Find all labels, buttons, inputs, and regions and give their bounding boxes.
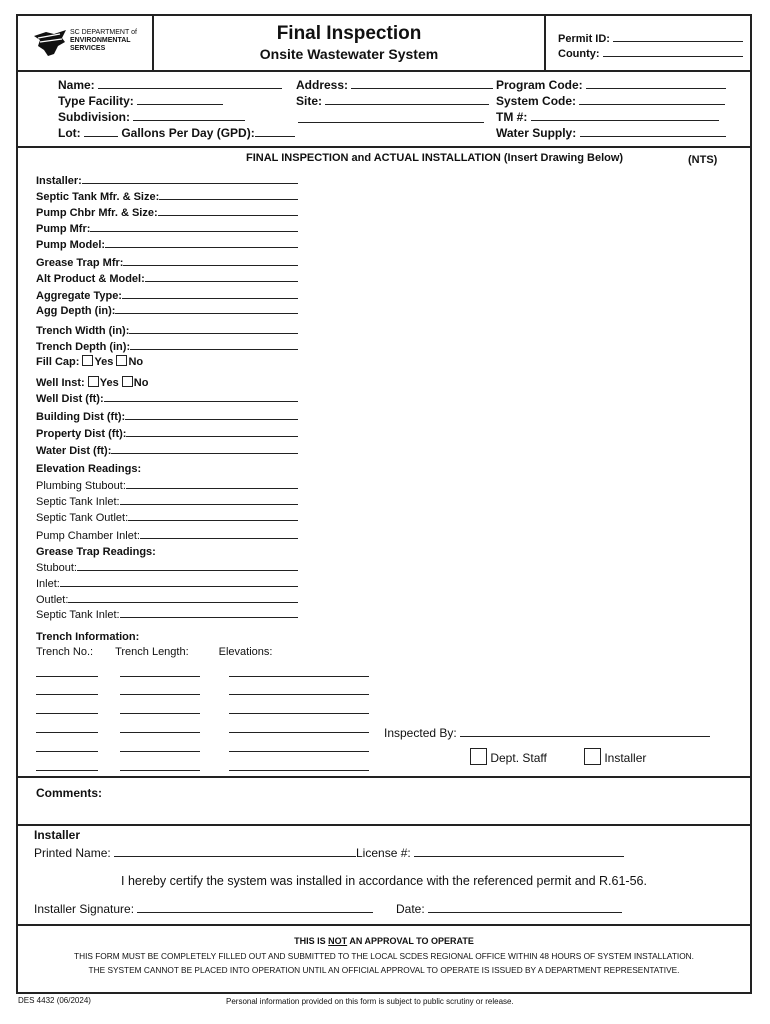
trench-row-2-col-2[interactable] — [229, 713, 369, 714]
trench-columns: Trench No.: Trench Length: Elevations: — [36, 646, 273, 658]
field-10[interactable]: Trench Depth (in): — [36, 340, 298, 353]
elevation-heading: Elevation Readings: — [36, 463, 142, 475]
dist-field-0[interactable]: Well Dist (ft): — [36, 392, 298, 405]
type-facility-field[interactable]: Type Facility: — [58, 94, 223, 108]
trench-row-2-col-0[interactable] — [36, 713, 98, 714]
agency-logo — [32, 26, 142, 62]
trench-row-5-col-1[interactable] — [120, 770, 200, 771]
trench-row-4-col-1[interactable] — [120, 751, 200, 752]
certify-text: I hereby certify the system was installed in accordance with the referenced permit and R.61-56. — [121, 874, 647, 888]
form-number: DES 4432 (06/2024) — [18, 996, 91, 1005]
well-inst-field[interactable]: Well Inst: Yes No — [36, 377, 149, 389]
field-5[interactable]: Grease Trap Mfr: — [36, 256, 298, 269]
field-2[interactable]: Pump Chbr Mfr. & Size: — [36, 206, 298, 219]
elevation-field-3[interactable]: Pump Chamber Inlet: — [36, 529, 298, 542]
field-4[interactable]: Pump Model: — [36, 238, 298, 251]
field-1[interactable]: Septic Tank Mfr. & Size: — [36, 190, 298, 203]
elevation-field-1[interactable]: Septic Tank Inlet: — [36, 495, 298, 508]
trench-row-4-col-0[interactable] — [36, 751, 98, 752]
fill-cap-yes-box[interactable] — [82, 355, 93, 366]
grease-heading: Grease Trap Readings: — [36, 546, 156, 558]
field-8[interactable]: Agg Depth (in): — [36, 304, 298, 317]
dist-field-1[interactable]: Building Dist (ft): — [36, 410, 298, 423]
water-supply-field[interactable]: Water Supply: — [496, 126, 726, 140]
trench-row-5-col-0[interactable] — [36, 770, 98, 771]
logo-text-bot: SERVICES — [70, 45, 106, 52]
trench-row-0-col-1[interactable] — [120, 676, 200, 677]
comments-label: Comments: — [36, 786, 103, 800]
grease-field-2[interactable]: Outlet: — [36, 593, 298, 606]
field-9[interactable]: Trench Width (in): — [36, 324, 298, 337]
site-line-2[interactable] — [298, 111, 484, 123]
form-frame — [16, 14, 752, 994]
trench-row-3-col-1[interactable] — [120, 732, 200, 733]
date-field[interactable]: Date: — [396, 902, 622, 916]
elevation-field-2[interactable]: Septic Tank Outlet: — [36, 511, 298, 524]
lot-gpd-field[interactable]: Lot: Gallons Per Day (GPD): — [58, 126, 295, 140]
dept-staff-box[interactable] — [470, 748, 487, 765]
installer-box[interactable] — [584, 748, 601, 765]
site-field[interactable]: Site: — [296, 94, 489, 108]
printed-name-field[interactable]: Printed Name: — [34, 846, 356, 860]
trench-row-5-col-2[interactable] — [229, 770, 369, 771]
trench-row-0-col-0[interactable] — [36, 676, 98, 677]
grease-field-0[interactable]: Stubout: — [36, 561, 298, 574]
grease-field-1[interactable]: Inlet: — [36, 577, 298, 590]
nts-label: (NTS) — [688, 154, 718, 166]
field-7[interactable]: Aggregate Type: — [36, 289, 298, 302]
license-field[interactable]: License #: — [356, 846, 624, 860]
palmetto-state-icon — [32, 28, 68, 58]
elevation-field-0[interactable]: Plumbing Stubout: — [36, 479, 298, 492]
notice-line-2: THE SYSTEM CANNOT BE PLACED INTO OPERATION UNTIL AN OFFICIAL APPROVAL TO OPERATE IS ISSUED BY A DEPARTMENT REPRESENTATIVE. — [88, 965, 680, 975]
trench-heading: Trench Information: — [36, 631, 140, 643]
trench-row-4-col-2[interactable] — [229, 751, 369, 752]
notice-title: THIS IS NOT AN APPROVAL TO OPERATE — [294, 936, 474, 946]
permit-id-field[interactable]: Permit ID: — [558, 32, 743, 45]
install-heading: FINAL INSPECTION and ACTUAL INSTALLATION (Insert Drawing Below) — [246, 152, 624, 164]
well-inst-no-box[interactable] — [122, 376, 133, 387]
logo-text-top: SC DEPARTMENT of — [70, 29, 137, 36]
trench-row-2-col-1[interactable] — [120, 713, 200, 714]
address-field[interactable]: Address: — [296, 78, 493, 92]
dept-staff-checkbox[interactable]: Dept. Staff — [470, 748, 547, 765]
installer-checkbox[interactable]: Installer — [584, 748, 646, 765]
privacy-notice: Personal information provided on this form is subject to public scrutiny or release. — [226, 997, 514, 1006]
trench-row-1-col-1[interactable] — [120, 694, 200, 695]
dist-field-2[interactable]: Property Dist (ft): — [36, 427, 298, 440]
notice-line-1: THIS FORM MUST BE COMPLETELY FILLED OUT AND SUBMITTED TO THE LOCAL SCDES REGIONAL OFFICE WITHIN 48 HOURS OF SYSTEM INSTALLATION. — [74, 951, 694, 961]
trench-row-1-col-0[interactable] — [36, 694, 98, 695]
page-title: Final Inspection — [276, 23, 422, 44]
grease-field-3[interactable]: Septic Tank Inlet: — [36, 608, 298, 621]
tm-field[interactable]: TM #: — [496, 110, 719, 124]
field-3[interactable]: Pump Mfr: — [36, 222, 298, 235]
trench-row-3-col-0[interactable] — [36, 732, 98, 733]
trench-row-0-col-2[interactable] — [229, 676, 369, 677]
dist-field-3[interactable]: Water Dist (ft): — [36, 444, 298, 457]
comments-area[interactable] — [138, 780, 738, 822]
trench-row-3-col-2[interactable] — [229, 732, 369, 733]
program-code-field[interactable]: Program Code: — [496, 78, 726, 92]
field-6[interactable]: Alt Product & Model: — [36, 272, 298, 285]
inspected-by-field[interactable]: Inspected By: — [384, 726, 710, 740]
system-code-field[interactable]: System Code: — [496, 94, 725, 108]
field-0[interactable]: Installer: — [36, 174, 298, 187]
well-inst-yes-box[interactable] — [88, 376, 99, 387]
name-field[interactable]: Name: — [58, 78, 282, 92]
fill-cap-field[interactable]: Fill Cap: Yes No — [36, 356, 144, 368]
trench-row-1-col-2[interactable] — [229, 694, 369, 695]
signature-field[interactable]: Installer Signature: — [34, 902, 373, 916]
subdivision-field[interactable]: Subdivision: — [58, 110, 245, 124]
page-subtitle: Onsite Wastewater System — [259, 46, 439, 62]
fill-cap-no-box[interactable] — [116, 355, 127, 366]
installer-heading: Installer — [34, 828, 81, 842]
county-field[interactable]: County: — [558, 47, 743, 60]
logo-text-mid: ENVIRONMENTAL — [70, 37, 131, 44]
